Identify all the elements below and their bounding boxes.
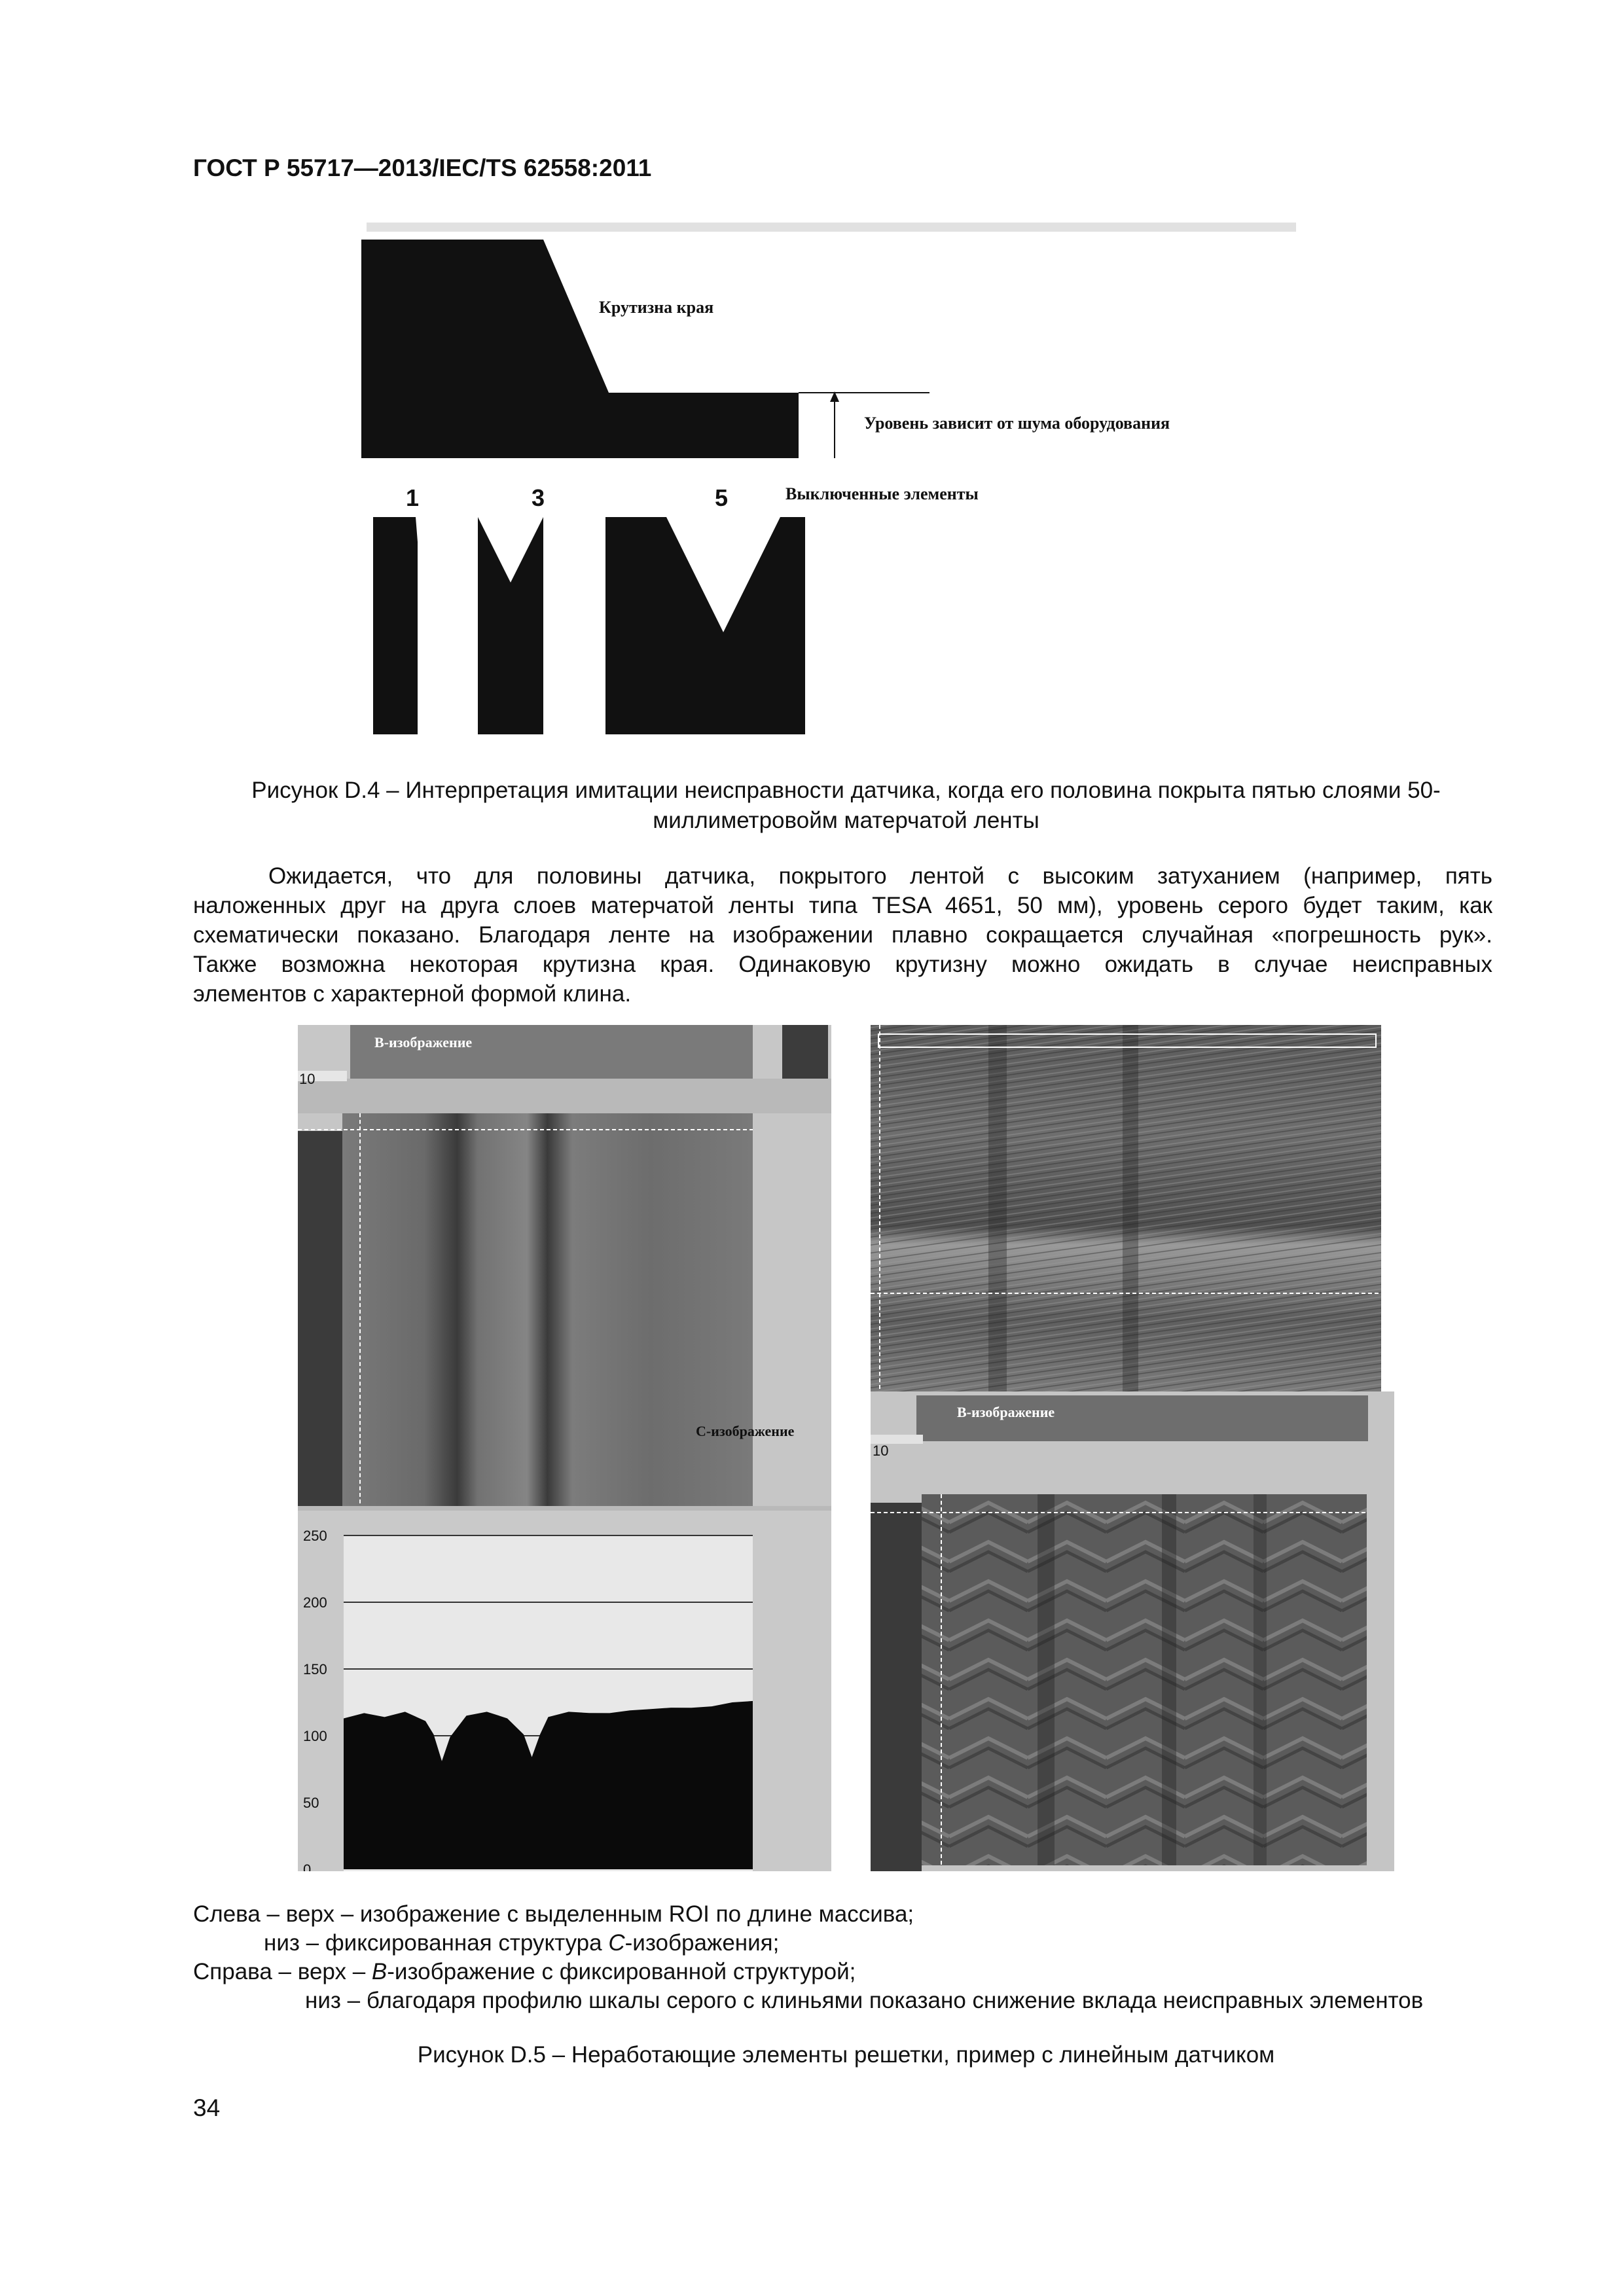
right-panel-graphics: [871, 1025, 1394, 1871]
y-tick-label: 200: [303, 1594, 327, 1611]
y-tick-label: 0: [303, 1861, 312, 1871]
edge-step-shape: [361, 240, 799, 458]
element-number-5: 5: [715, 484, 729, 511]
figure-d5-caption: Рисунок D.5 – Неработающие элементы решетки, пример с линейным датчиком: [417, 2042, 1275, 2068]
element-1-bar: [373, 517, 418, 734]
element-number-1: 1: [406, 484, 420, 511]
label-edge-slope: Крутизна края: [599, 298, 714, 317]
label-disabled-elements: Выключенные элементы: [785, 484, 979, 503]
y-tick-label: 250: [303, 1528, 327, 1544]
clipped-text-strip: [367, 223, 1296, 232]
left-ultrasound-panel: [298, 1025, 831, 1871]
label-noise-level: Уровень зависит от шума оборудования: [864, 414, 1170, 433]
figure-d4-caption: Рисунок D.4 – Интерпретация имитации неисправности датчика, когда его половина покрыта пятью слоями 50- миллиметровойм матерчатой ленты: [251, 778, 1441, 833]
right-b-image-label: В-изображение: [957, 1404, 1055, 1420]
left-c-image-label: С-изображение: [696, 1423, 795, 1439]
y-tick-label: 150: [303, 1661, 327, 1677]
figure-d5-legend-line3: Справа – верх – В-изображение с фиксированной структурой;: [193, 1959, 856, 1984]
y-tick-label: 100: [303, 1728, 327, 1744]
left-marker-10: 10: [299, 1071, 316, 1087]
left-panel-graphics: [298, 1025, 831, 1871]
figure-d5-legend-line2: низ – фиксированная структура С-изображения;: [264, 1930, 780, 1956]
element-number-3: 3: [532, 484, 545, 511]
c-image-profile: [344, 1701, 753, 1869]
figure-d5-legend-line4: низ – благодаря профилю шкалы серого с клиньями показано снижение вклада неисправных элементов: [305, 1988, 1424, 2013]
y-tick-label: 50: [303, 1795, 319, 1811]
figure-d5-legend-line1: Слева – верх – изображение с выделенным ROI по длине массива;: [193, 1901, 914, 1927]
right-marker-10: 10: [873, 1443, 889, 1459]
right-ultrasound-panel: [871, 1025, 1394, 1871]
left-b-image-label: В-изображение: [374, 1034, 473, 1050]
document-header: ГОСТ Р 55717—2013/IEC/TS 62558:2011: [193, 154, 652, 181]
body-paragraph: Ожидается, что для половины датчика, покрытого лентой с высоким затуханием (например, пять наложенных друг на друга слоев матерчатой ленты типа TESA 4651, 50 мм), уровень серого будет таким, как схематически показано. Благодаря ленте на изображении плавно сокращается случайная «погрешность рук». Также возможна некоторая крутизна края. Одинаковую крутизну можно ожидать в случае неисправных элементов с характерной формой клина.: [193, 863, 1492, 1007]
page-number: 34: [193, 2094, 221, 2121]
